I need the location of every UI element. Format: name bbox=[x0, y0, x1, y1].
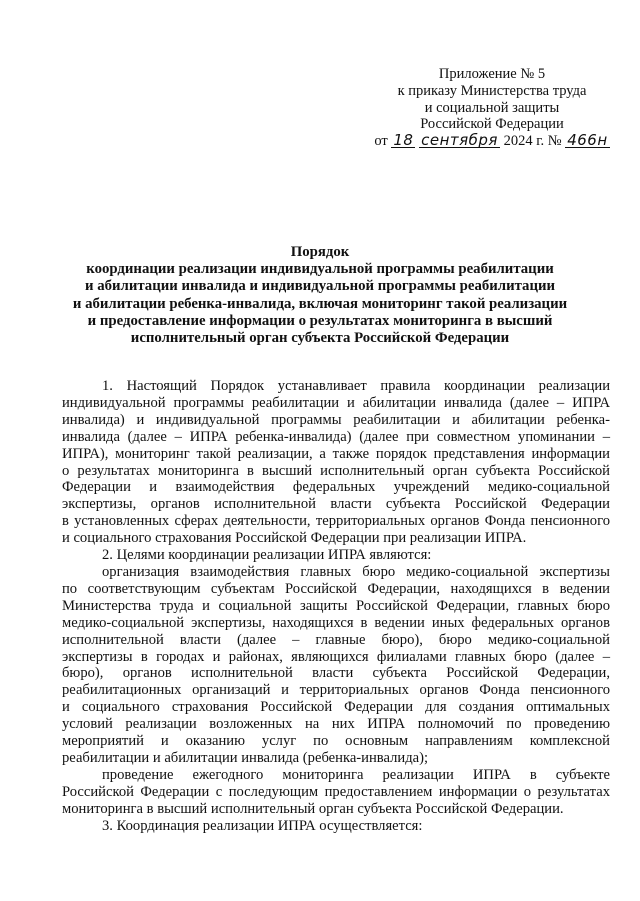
body-line: реабилитации и абилитации инвалида (ребенка-инвалида); bbox=[62, 749, 429, 766]
body-line: экспертизы в городах и районах, являющихся филиалами главных бюро (далее – bbox=[62, 648, 610, 665]
body-line: ИПРА), мониторинг такой реализации, а также порядок представления информации bbox=[62, 445, 610, 462]
handwritten-order-number: 466н bbox=[567, 131, 608, 150]
body-line: 1. Настоящий Порядок устанавливает правила координации реализации bbox=[102, 378, 610, 394]
body-line: 2. Целями координации реализации ИПРА являются: bbox=[102, 547, 432, 564]
title-line: координации реализации индивидуальной программы реабилитации bbox=[86, 261, 554, 278]
body-line: и социального страхования Российской Федерации для создания оптимальных bbox=[62, 699, 610, 716]
title-line: исполнительный орган субъекта Российской Федерации bbox=[130, 330, 510, 347]
body-line: условий реализации возложенных на них ИПРА полномочий по проведению bbox=[62, 716, 610, 733]
body-line: 3. Координация реализации ИПРА осуществляется: bbox=[102, 817, 423, 834]
body-line: по соответствующим субъектам Российской Федерации, находящихся в ведении bbox=[62, 580, 610, 597]
body-line: Министерства труда и социальной защиты Российской Федерации, главных бюро bbox=[62, 597, 610, 614]
body-line: исполнительной власти (далее – главные бюро), бюро медико-социальной bbox=[62, 631, 610, 648]
handwritten-day: 18 bbox=[393, 131, 414, 150]
body-line: в установленных сферах деятельности, территориальных органов Фонда пенсионного bbox=[62, 513, 610, 530]
body-line: Российской Федерации с последующим предоставлением информации о результатах bbox=[62, 783, 610, 800]
appendix-line: Российской Федерации bbox=[420, 116, 564, 133]
body-line: бюро), органов исполнительной власти субъекта Российской Федерации, bbox=[62, 665, 610, 682]
body-line: медико-социальной экспертизы, находящихся в ведении иных федеральных органов bbox=[62, 614, 610, 631]
document-title bbox=[36, 244, 604, 347]
title-line: и абилитации инвалида и индивидуальной программы реабилитации bbox=[84, 278, 556, 295]
body-line: мероприятий и оказанию услуг по основным направлениям комплексной bbox=[62, 733, 610, 750]
appendix-header bbox=[372, 66, 612, 150]
title-line: Порядок bbox=[290, 244, 350, 260]
body-line: реабилитационных организаций и территориальных органов Фонда пенсионного bbox=[62, 682, 610, 699]
body-line: и социального страхования Российской Федерации при реализации ИПРА. bbox=[62, 530, 527, 547]
appendix-line: к приказу Министерства труда bbox=[397, 82, 587, 99]
body-line: экспертизы, органов исполнительной власти субъекта Российской Федерации bbox=[62, 496, 610, 513]
date-year: 2024 г. № bbox=[503, 133, 562, 150]
body-line: проведение ежегодного мониторинга реализации ИПРА в субъекте bbox=[102, 766, 610, 783]
body-line: инвалида (далее – ИПРА ребенка-инвалида) (далее при совместном упоминании – bbox=[62, 428, 610, 445]
date-prefix: от bbox=[374, 133, 388, 150]
body-line: инвалида) и индивидуальной программы реабилитации и абилитации ребенка- bbox=[62, 411, 610, 428]
title-line: и предоставление информации о результатах мониторинга в высший bbox=[87, 312, 553, 329]
body-line: организация взаимодействия главных бюро медико-социальной экспертизы bbox=[102, 563, 610, 580]
order-date-line bbox=[372, 133, 612, 150]
title-line: и абилитации ребенка-инвалида, включая мониторинг такой реализации bbox=[72, 295, 568, 312]
body-line: о результатах мониторинга в высший исполнительный орган субъекта Российской bbox=[62, 462, 610, 479]
body-line: мониторинга в высший исполнительный орган субъекта Российской Федерации. bbox=[62, 800, 564, 817]
appendix-line: и социальной защиты bbox=[424, 99, 560, 116]
document-body bbox=[62, 378, 610, 834]
body-line: индивидуальной программы реабилитации и абилитации инвалида (далее – ИПРА bbox=[62, 394, 610, 411]
body-line: Федерации и взаимодействия федеральных учреждений медико-социальной bbox=[62, 479, 610, 496]
appendix-line: Приложение № 5 bbox=[438, 66, 546, 82]
handwritten-month: сентября bbox=[421, 131, 498, 150]
